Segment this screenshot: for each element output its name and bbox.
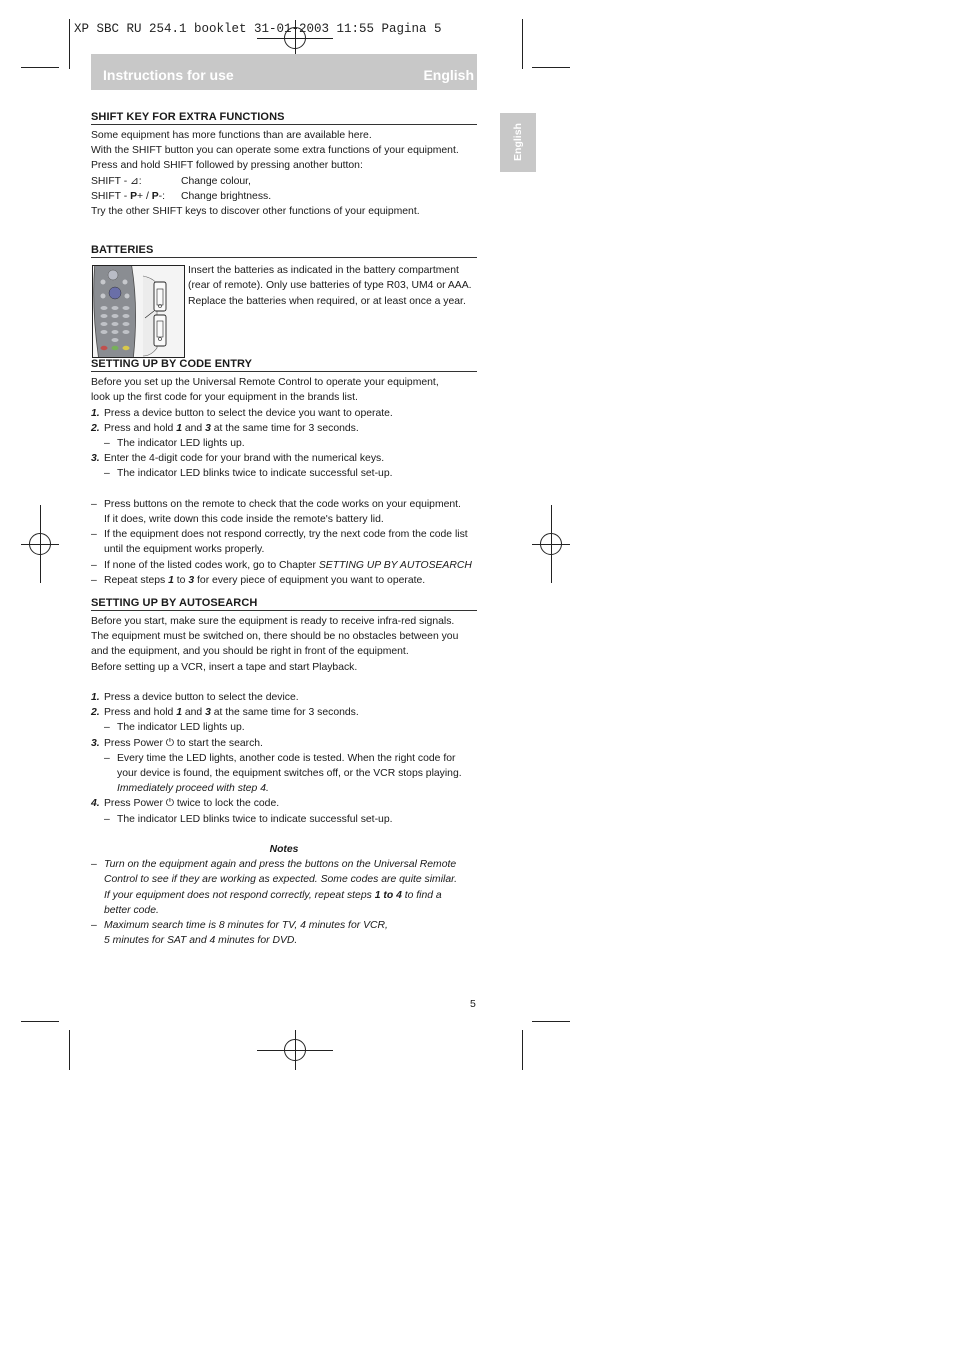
text: If your equipment does not respond correctly, repeat steps bbox=[104, 889, 375, 901]
notes-heading: Notes bbox=[269, 844, 299, 856]
dash-bullet: – bbox=[104, 813, 110, 825]
paragraph: Press and hold SHIFT followed by pressing another button: bbox=[91, 160, 363, 172]
step-number: 3. bbox=[91, 737, 100, 749]
text: -: bbox=[158, 190, 166, 202]
crop-mark bbox=[522, 19, 523, 69]
text: Press and hold bbox=[104, 422, 177, 434]
step-text bbox=[104, 421, 359, 436]
section-heading-autosearch: SETTING UP BY AUTOSEARCH bbox=[91, 597, 477, 611]
sub-step-text: The indicator LED lights up. bbox=[117, 722, 245, 734]
crop-mark bbox=[69, 19, 70, 69]
paragraph: With the SHIFT button you can operate some extra functions of your equipment. bbox=[91, 145, 459, 157]
step-item bbox=[91, 451, 477, 466]
language-tab-label: English bbox=[512, 123, 524, 161]
section-heading-batteries: BATTERIES bbox=[91, 244, 477, 258]
note-text: better code. bbox=[104, 904, 159, 916]
tip-item bbox=[91, 497, 477, 512]
sub-step-text: your device is found, the equipment switches off, or the VCR stops playing. bbox=[117, 768, 462, 780]
sub-step-text: The indicator LED blinks twice to indicate successful set-up. bbox=[117, 813, 393, 825]
text: and bbox=[181, 422, 206, 434]
sub-step-text: Immediately proceed with step 4. bbox=[117, 783, 269, 795]
step-item bbox=[91, 421, 477, 436]
shift-combo-label bbox=[91, 189, 181, 204]
text: to bbox=[173, 574, 189, 586]
step-number: 3. bbox=[91, 453, 100, 465]
dash-bullet: – bbox=[91, 574, 97, 586]
text: Repeat steps bbox=[104, 574, 169, 586]
sub-step-item bbox=[91, 466, 477, 481]
key-label: P bbox=[151, 190, 159, 202]
tip-text bbox=[104, 558, 472, 573]
step-number: 2. bbox=[91, 707, 100, 719]
batteries-section bbox=[91, 263, 477, 361]
dash-bullet: – bbox=[104, 468, 110, 480]
crop-mark bbox=[522, 1030, 523, 1070]
paragraph: Some equipment has more functions than are available here. bbox=[91, 130, 372, 141]
paragraph: Before you set up the Universal Remote Control to operate your equipment, bbox=[91, 377, 439, 389]
autosearch-section bbox=[91, 614, 477, 948]
shift-combo-brightness bbox=[91, 189, 477, 204]
key-label: 1 bbox=[168, 574, 174, 586]
text: + / bbox=[137, 190, 152, 202]
registration-circle-icon bbox=[29, 533, 51, 555]
dash-bullet: – bbox=[91, 498, 97, 510]
step-item bbox=[91, 736, 477, 751]
text: and bbox=[181, 707, 206, 719]
shift-combo-colour bbox=[91, 174, 477, 189]
tip-item bbox=[91, 558, 477, 573]
sub-step-text: The indicator LED lights up. bbox=[117, 438, 245, 450]
text: for every piece of equipment you want to operate. bbox=[194, 574, 426, 586]
tip-text bbox=[104, 573, 425, 588]
step-item bbox=[91, 406, 477, 421]
language-tab bbox=[500, 113, 536, 172]
key-label: 3 bbox=[205, 707, 211, 719]
tip-text: Press buttons on the remote to check that the code works on your equipment. bbox=[104, 498, 461, 510]
banner-title: Instructions for use bbox=[103, 67, 234, 83]
note-text: Maximum search time is 8 minutes for TV, 4 minutes for VCR, bbox=[104, 920, 388, 932]
paragraph: The equipment must be switched on, there should be no obstacles between you bbox=[91, 631, 459, 643]
dash-bullet: – bbox=[104, 722, 110, 734]
sub-step-item bbox=[91, 436, 477, 451]
step-number: 2. bbox=[91, 422, 100, 434]
shift-combo-label: SHIFT - ⊿: bbox=[91, 175, 142, 187]
paragraph: Replace the batteries when required, or at least once a year. bbox=[188, 295, 466, 307]
crop-mark bbox=[532, 67, 570, 68]
text: Press and hold bbox=[104, 707, 177, 719]
note-item bbox=[91, 918, 477, 933]
step-number: 4. bbox=[91, 798, 100, 810]
paragraph: Try the other SHIFT keys to discover other functions of your equipment. bbox=[91, 206, 420, 218]
step-number: 1. bbox=[91, 407, 100, 419]
sub-step-item bbox=[91, 812, 477, 827]
key-label: 1 bbox=[176, 707, 182, 719]
crop-mark bbox=[21, 1021, 59, 1022]
text: at the same time for 3 seconds. bbox=[210, 422, 359, 434]
dash-bullet: – bbox=[91, 529, 97, 541]
key-label: P bbox=[130, 190, 137, 202]
key-label: 3 bbox=[188, 574, 195, 586]
batteries-text bbox=[188, 263, 480, 309]
step-text: Press a device button to select the device you want to operate. bbox=[104, 407, 393, 419]
chapter-reference: SETTING UP BY AUTOSEARCH bbox=[318, 559, 472, 571]
step-item bbox=[91, 705, 477, 720]
step-item bbox=[91, 796, 477, 811]
step-reference: 1 to 4 bbox=[374, 889, 402, 901]
note-text: 5 minutes for SAT and 4 minutes for DVD. bbox=[104, 935, 298, 947]
step-text bbox=[104, 705, 359, 720]
registration-circle-icon bbox=[540, 533, 562, 555]
step-text: Press a device button to select the device. bbox=[104, 692, 299, 704]
text: at the same time for 3 seconds. bbox=[210, 707, 359, 719]
paragraph: (rear of remote). Only use batteries of type R03, UM4 or AAA. bbox=[188, 280, 472, 292]
text: SHIFT - bbox=[91, 190, 131, 202]
code-entry-section bbox=[91, 375, 477, 588]
tip-text: If it does, write down this code inside the remote's battery lid. bbox=[104, 514, 384, 526]
print-slug: XP SBC RU 254.1 booklet 31-01-2003 11:55 Pagina 5 bbox=[74, 22, 442, 36]
section-heading-code-entry: SETTING UP BY CODE ENTRY bbox=[91, 358, 477, 372]
key-label: 1 bbox=[176, 422, 182, 434]
text: If none of the listed codes work, go to Chapter bbox=[104, 559, 319, 571]
step-item bbox=[91, 690, 477, 705]
tip-text: If the equipment does not respond correctly, try the next code from the code list bbox=[104, 529, 468, 541]
crop-mark bbox=[532, 1021, 570, 1022]
sub-step-text: Every time the LED lights, another code is tested. When the right code for bbox=[117, 752, 456, 764]
remote-battery-illustration bbox=[92, 265, 185, 358]
registration-circle-icon bbox=[284, 1039, 306, 1061]
shift-section bbox=[91, 128, 477, 219]
dash-bullet: – bbox=[104, 438, 110, 450]
text: to find a bbox=[401, 889, 442, 901]
section-banner bbox=[91, 54, 477, 90]
note-item bbox=[91, 857, 477, 872]
section-heading-shift: SHIFT KEY FOR EXTRA FUNCTIONS bbox=[91, 111, 477, 125]
banner-language: English bbox=[423, 67, 474, 83]
tip-item bbox=[91, 573, 477, 588]
dash-bullet: – bbox=[91, 920, 97, 932]
note-text bbox=[91, 888, 477, 903]
step-text: Enter the 4-digit code for your brand with the numerical keys. bbox=[104, 453, 385, 465]
paragraph: look up the first code for your equipment in the brands list. bbox=[91, 392, 358, 404]
paragraph: Before setting up a VCR, insert a tape and start Playback. bbox=[91, 661, 358, 673]
sub-step-text: The indicator LED blinks twice to indicate successful set-up. bbox=[117, 468, 393, 480]
paragraph: and the equipment, and you should be right in front of the equipment. bbox=[91, 646, 409, 658]
tip-text: until the equipment works properly. bbox=[104, 544, 265, 556]
step-number: 1. bbox=[91, 692, 100, 704]
crop-mark bbox=[21, 67, 59, 68]
key-label: 3 bbox=[205, 422, 211, 434]
dash-bullet: – bbox=[104, 752, 110, 764]
tip-item bbox=[91, 527, 477, 542]
note-text: Control to see if they are working as expected. Some codes are quite similar. bbox=[104, 874, 458, 886]
dash-bullet: – bbox=[91, 859, 97, 871]
note-text: Turn on the equipment again and press the buttons on the Universal Remote bbox=[104, 859, 457, 871]
shift-combo-desc: Change brightness. bbox=[181, 190, 272, 202]
remote-control-icon bbox=[93, 266, 184, 357]
step-text: Press Power ⏻ to start the search. bbox=[104, 737, 263, 749]
page-number: 5 bbox=[470, 998, 476, 1010]
dash-bullet: – bbox=[91, 559, 97, 571]
sub-step-item bbox=[91, 720, 477, 735]
paragraph: Insert the batteries as indicated in the battery compartment bbox=[188, 265, 459, 277]
sub-step-item bbox=[91, 751, 477, 766]
crop-mark bbox=[69, 1030, 70, 1070]
paragraph: Before you start, make sure the equipment is ready to receive infra-red signals. bbox=[91, 616, 455, 628]
shift-combo-desc: Change colour, bbox=[181, 175, 251, 187]
page-content bbox=[91, 111, 477, 948]
step-text: Press Power ⏻ twice to lock the code. bbox=[104, 798, 280, 810]
